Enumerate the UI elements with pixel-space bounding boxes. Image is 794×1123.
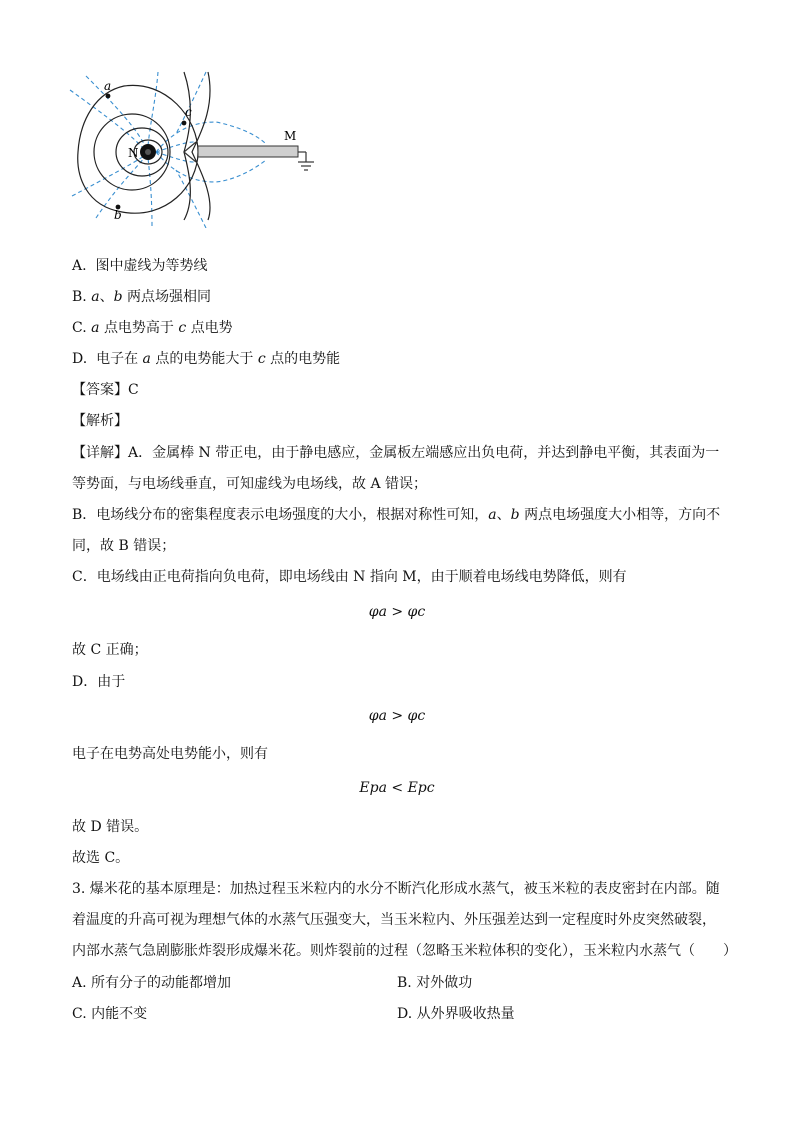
label-c: c bbox=[185, 105, 192, 119]
point-a bbox=[106, 94, 111, 99]
q3-stem-line2: 着温度的升高可视为理想气体的水蒸气压强变大，当玉米粒内、外压强差达到一定程度时外皮突然破裂， bbox=[72, 912, 716, 928]
detail-d-line: D．由于 bbox=[72, 674, 126, 690]
q3-option-b: B. 对外做功 bbox=[397, 975, 473, 991]
detail-d-text: 电子在电势高处电势能小，则有 bbox=[72, 746, 268, 762]
detail-b-line1: B．电场线分布的密集程度表示电场强度的大小，根据对称性可知，a、b 两点电场强度大小相等，方向不 bbox=[72, 507, 721, 523]
electric-field-figure bbox=[66, 68, 336, 228]
formula-phi-d: φa > φc bbox=[368, 708, 426, 724]
option-a: A. 图中虚线为等势线 bbox=[72, 258, 208, 274]
formula-ep: Epa < Epc bbox=[359, 780, 435, 796]
detail-a-line2: 等势面，与电场线垂直，可知虚线为电场线，故 A 错误； bbox=[72, 476, 428, 492]
option-c: C. a 点电势高于 c 点电势 bbox=[72, 320, 233, 336]
point-c bbox=[182, 121, 187, 126]
detail-b-line2: 同，故 B 错误； bbox=[72, 538, 176, 554]
detail-d-conclusion: 故 D 错误。 bbox=[72, 819, 149, 835]
option-b: B. a、b 两点场强相同 bbox=[72, 289, 211, 305]
q3-option-d: D. 从外界吸收热量 bbox=[397, 1006, 515, 1022]
label-n: N bbox=[128, 146, 139, 160]
metal-plate-m bbox=[198, 146, 298, 157]
answer: 【答案】C bbox=[72, 382, 139, 398]
q3-option-c: C. 内能不变 bbox=[72, 1006, 148, 1022]
label-b: b bbox=[114, 208, 122, 222]
label-m: M bbox=[284, 129, 297, 143]
q3-stem-line3: 内部水蒸气急剧膨胀炸裂形成爆米花。则炸裂前的过程（忽略玉米粒体积的变化），玉米粒内水蒸气（ ） bbox=[72, 943, 737, 959]
final-choice: 故选 C。 bbox=[72, 850, 130, 866]
formula-phi-c: φa > φc bbox=[368, 604, 426, 620]
q3-stem-line1: 3. 爆米花的基本原理是：加热过程玉米粒内的水分不断汽化形成水蒸气，被玉米粒的表皮密封在内部。随 bbox=[72, 881, 720, 897]
analysis-heading: 【解析】 bbox=[72, 413, 128, 429]
option-d: D. 电子在 a 点的电势能大于 c 点的电势能 bbox=[72, 351, 341, 367]
q3-option-a: A. 所有分子的动能都增加 bbox=[72, 975, 232, 991]
ground-icon bbox=[298, 152, 314, 170]
label-a: a bbox=[104, 79, 112, 93]
detail-c-line: C．电场线由正电荷指向负电荷，即电场线由 N 指向 M，由于顺着电场线电势降低，则有 bbox=[72, 569, 627, 585]
detail-c-conclusion: 故 C 正确； bbox=[72, 642, 148, 658]
detail-a-line1: 【详解】A．金属棒 N 带正电，由于静电感应，金属板左端感应出负电荷，并达到静电平衡，其表面为一 bbox=[72, 445, 720, 461]
